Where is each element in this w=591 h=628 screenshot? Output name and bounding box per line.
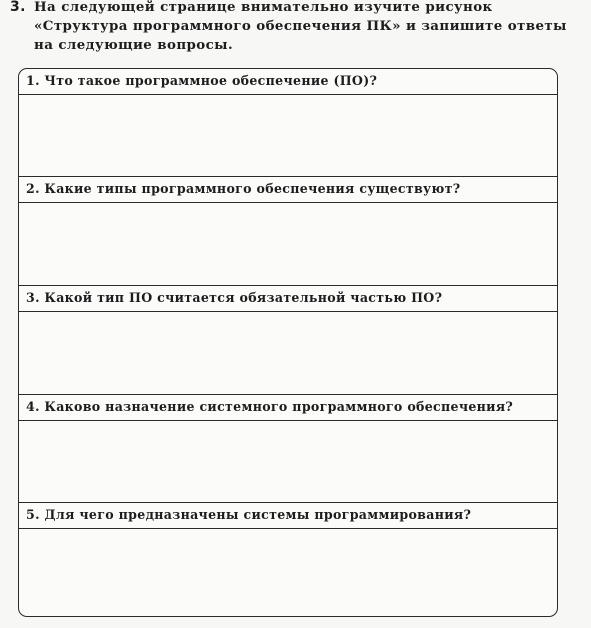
question-3-label: 3. Какой тип ПО считается обязательной частью ПО? xyxy=(26,290,443,305)
answer-4-area[interactable] xyxy=(19,421,557,502)
question-2-row xyxy=(19,176,557,203)
question-4-row xyxy=(19,394,557,421)
question-5-row xyxy=(19,502,557,529)
question-3-row xyxy=(19,285,557,312)
answer-table xyxy=(18,68,558,617)
answer-3-area[interactable] xyxy=(19,312,557,393)
question-1-label: 1. Что такое программное обеспечение (ПО)? xyxy=(26,73,378,88)
answer-1-area[interactable] xyxy=(19,95,557,175)
question-2-label: 2. Какие типы программного обеспечения существуют? xyxy=(26,181,461,196)
question-4-label: 4. Каково назначение системного программного обеспечения? xyxy=(26,399,514,414)
answer-2-area[interactable] xyxy=(19,203,557,285)
task-instruction: На следующей странице внимательно изучите рисунок «Структура программного обеспечения ПК» и запишите ответы на следующие вопросы. xyxy=(34,0,567,53)
task-number: 3. xyxy=(10,0,26,15)
question-5-label: 5. Для чего предназначены системы программирования? xyxy=(26,507,472,522)
task-block xyxy=(10,0,575,55)
question-1-row xyxy=(19,69,557,95)
answer-5-area[interactable] xyxy=(19,529,557,616)
